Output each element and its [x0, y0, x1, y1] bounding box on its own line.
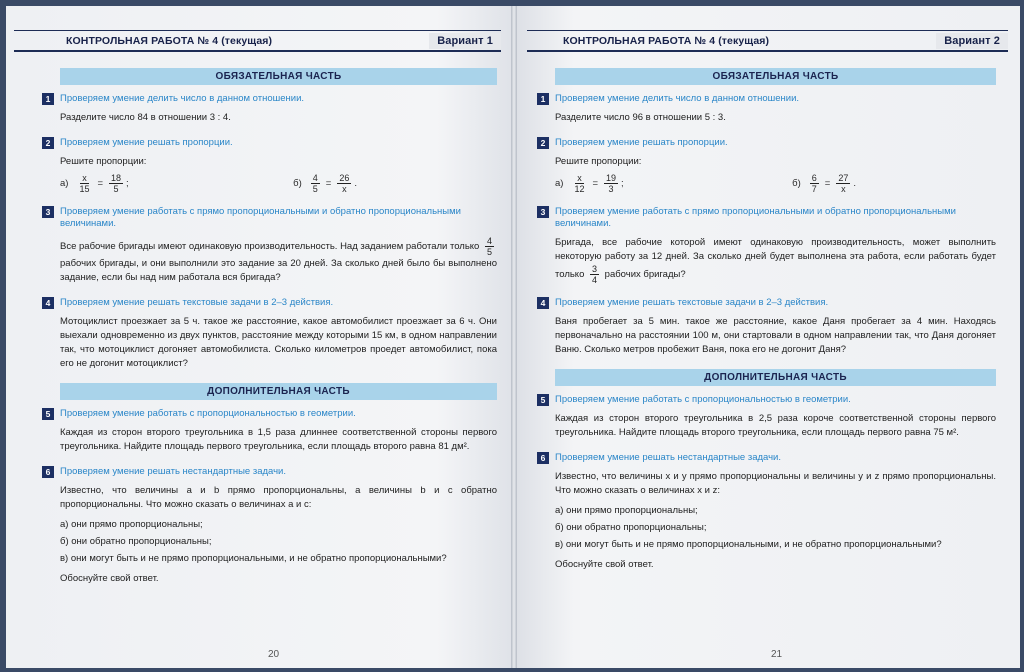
option-c: в) они могут быть и не прямо пропорциональными, и не обратно пропорциональными? [555, 539, 942, 550]
punctuation: ; [621, 178, 624, 189]
task-heading: Проверяем умение решать текстовые задачи в 2–3 действия. [60, 297, 334, 308]
task-heading: Проверяем умение решать нестандартные задачи. [60, 466, 286, 477]
numerator: 4 [487, 236, 493, 246]
book-spread [6, 6, 1020, 668]
task-text-part: Все рабочие бригады имеют одинаковую производительность. Над заданием работали только [60, 241, 480, 253]
task-3 [540, 206, 996, 285]
task-4 [540, 297, 996, 357]
numerator: 26 [339, 173, 350, 183]
denominator: x [841, 184, 846, 194]
fraction [572, 173, 586, 194]
task-heading: Проверяем умение работать с прямо пропорциональными и обратно пропорциональными величинами. [60, 206, 461, 229]
denominator: 5 [113, 184, 119, 194]
task-4 [45, 297, 497, 371]
equals-sign: = [325, 178, 332, 189]
equals-sign: = [97, 178, 104, 189]
task-number: 4 [537, 297, 549, 309]
task-6 [45, 466, 497, 586]
task-final-note: Обоснуйте свой ответ. [555, 559, 654, 570]
page-number: 21 [771, 649, 783, 660]
task-5 [45, 408, 497, 454]
page-number: 20 [268, 649, 280, 660]
task-number: 6 [42, 466, 54, 478]
task-heading: Проверяем умение работать с пропорциональностью в геометрии. [555, 394, 851, 405]
header-title: КОНТРОЛЬНАЯ РАБОТА № 4 (текущая) [563, 34, 770, 47]
task-text: Разделите число 84 в отношении 3 : 4. [60, 112, 231, 123]
task-heading: Проверяем умение делить число в данном отношении. [555, 93, 800, 104]
task-number: 5 [42, 408, 54, 420]
task-text-part: Бригада, все рабочие которой имеют одинаковую производительность, может выполнить некоторую работу за 12 дней. За сколько дней будет выполнена эта работа, если работать будет только [555, 237, 996, 281]
variant-label: Вариант 2 [936, 33, 1008, 49]
proportions-row [60, 173, 497, 194]
task-2 [45, 137, 497, 194]
page-content [540, 62, 996, 584]
option-b: б) они обратно пропорциональны; [60, 536, 212, 547]
task-text: Решите пропорции: [60, 156, 147, 167]
fraction [337, 173, 351, 194]
section-extra-title: ДОПОЛНИТЕЛЬНАЯ ЧАСТЬ [60, 383, 497, 400]
task-text: Мотоциклист проезжает за 5 ч. такое же расстояние, какое автомобилист проезжает за 6 ч. Они выехали одновременно из двух пунктов, расстояние между которыми 15 км, в одном направлении так, что мотоциклист догоняет автомобилиста. Сколько километров проедет автомобилист, пока его не догонит мотоциклист? [60, 316, 497, 369]
proportion-b-label: б) [293, 178, 302, 189]
numerator: x [577, 173, 582, 183]
denominator: 5 [312, 184, 318, 194]
task-number: 1 [537, 93, 549, 105]
task-number: 6 [537, 452, 549, 464]
task-heading: Проверяем умение работать с прямо пропорциональными и обратно пропорциональными величинами. [555, 206, 956, 229]
task-text-part: рабочих бригады, и они выполнили это задание за 20 дней. За сколько дней было бы выполнено задание, если бы над ним работала вся бригада? [60, 258, 497, 283]
task-text: Каждая из сторон второго треугольника в 1,5 раза длиннее соответственной стороны первого треугольника. Найдите площадь первого треугольника, если площадь второго равна 81 дм². [60, 427, 497, 452]
variant-label: Вариант 1 [429, 33, 501, 49]
task-heading: Проверяем умение решать пропорции. [60, 137, 233, 148]
proportion-a-label: а) [60, 178, 69, 189]
task-heading: Проверяем умение делить число в данном отношении. [60, 93, 305, 104]
task-number: 3 [42, 206, 54, 218]
task-3 [45, 206, 497, 285]
denominator: x [342, 184, 347, 194]
option-c: в) они могут быть и не прямо пропорциональными, и не обратно пропорциональными? [60, 553, 447, 564]
option-b: б) они обратно пропорциональны; [555, 522, 707, 533]
option-a: а) они прямо пропорциональны; [555, 505, 698, 516]
task-number: 2 [537, 137, 549, 149]
denominator: 3 [608, 184, 614, 194]
denominator: 15 [79, 184, 90, 194]
task-number: 3 [537, 206, 549, 218]
task-1 [45, 93, 497, 125]
numerator: 6 [811, 173, 817, 183]
task-text: Каждая из сторон второго треугольника в 2,5 раза короче соответственной стороны первого треугольника. Найдите площадь второго треугольника, если площадь первого равна 75 м². [555, 413, 996, 438]
fraction [836, 173, 850, 194]
task-1 [540, 93, 996, 125]
page-header [14, 30, 501, 52]
section-extra-title: ДОПОЛНИТЕЛЬНАЯ ЧАСТЬ [555, 369, 996, 386]
task-text: Известно, что величины a и b прямо пропорциональны, а величины b и c обратно пропорциональны. Что можно сказать о величинах a и c: [60, 485, 497, 510]
punctuation: ; [126, 178, 129, 189]
task-text: Ваня пробегает за 5 мин. такое же расстояние, какое Даня пробегает за 4 мин. Находясь первоначально на расстоянии 100 м, они стартовали в одном направлении так, что Даня догоняет Ваню. Сколько метров пробежит Ваня, пока его не догонит Даня? [555, 316, 996, 355]
punctuation: . [354, 178, 357, 189]
task-text: Разделите число 96 в отношении 5 : 3. [555, 112, 726, 123]
task-number: 4 [42, 297, 54, 309]
task-number: 2 [42, 137, 54, 149]
task-text: Решите пропорции: [555, 156, 642, 167]
fraction [77, 173, 91, 194]
numerator: 19 [606, 173, 617, 183]
numerator: 4 [312, 173, 318, 183]
task-6 [540, 452, 996, 572]
task-final-note: Обоснуйте свой ответ. [60, 573, 159, 584]
answer-options [60, 518, 497, 566]
equals-sign: = [824, 178, 831, 189]
fraction [485, 236, 494, 257]
proportions-row [555, 173, 996, 194]
task-heading: Проверяем умение решать нестандартные задачи. [555, 452, 781, 463]
proportion-b-label: б) [792, 178, 801, 189]
denominator: 12 [574, 184, 585, 194]
book-gutter [511, 6, 517, 668]
section-main-title: ОБЯЗАТЕЛЬНАЯ ЧАСТЬ [60, 68, 497, 85]
denominator: 4 [592, 275, 598, 285]
punctuation: . [853, 178, 856, 189]
numerator: 27 [838, 173, 849, 183]
fraction [311, 173, 320, 194]
task-text [60, 236, 497, 285]
task-text-part: рабочих бригады? [604, 269, 686, 281]
task-heading: Проверяем умение решать текстовые задачи в 2–3 действия. [555, 297, 829, 308]
page-left [6, 6, 513, 668]
task-number: 5 [537, 394, 549, 406]
page-header [527, 30, 1008, 52]
task-5 [540, 394, 996, 440]
task-text [555, 236, 996, 285]
fraction [604, 173, 618, 194]
equals-sign: = [592, 178, 599, 189]
fraction [109, 173, 123, 194]
task-heading: Проверяем умение решать пропорции. [555, 137, 728, 148]
task-heading: Проверяем умение работать с пропорциональностью в геометрии. [60, 408, 356, 419]
answer-options [555, 504, 996, 552]
numerator: x [82, 173, 87, 183]
fraction [590, 264, 599, 285]
fraction [810, 173, 819, 194]
option-a: а) они прямо пропорциональны; [60, 519, 203, 530]
denominator: 7 [811, 184, 817, 194]
numerator: 3 [592, 264, 598, 274]
task-2 [540, 137, 996, 194]
denominator: 5 [487, 247, 493, 257]
page-content [45, 62, 497, 598]
proportion-a-label: а) [555, 178, 564, 189]
task-number: 1 [42, 93, 54, 105]
page-right [513, 6, 1020, 668]
task-text: Известно, что величины x и y прямо пропорциональны и величины y и z прямо пропорциональны. Что можно сказать о величинах x и z: [555, 471, 996, 496]
header-title: КОНТРОЛЬНАЯ РАБОТА № 4 (текущая) [66, 34, 273, 47]
section-main-title: ОБЯЗАТЕЛЬНАЯ ЧАСТЬ [555, 68, 996, 85]
numerator: 18 [111, 173, 122, 183]
